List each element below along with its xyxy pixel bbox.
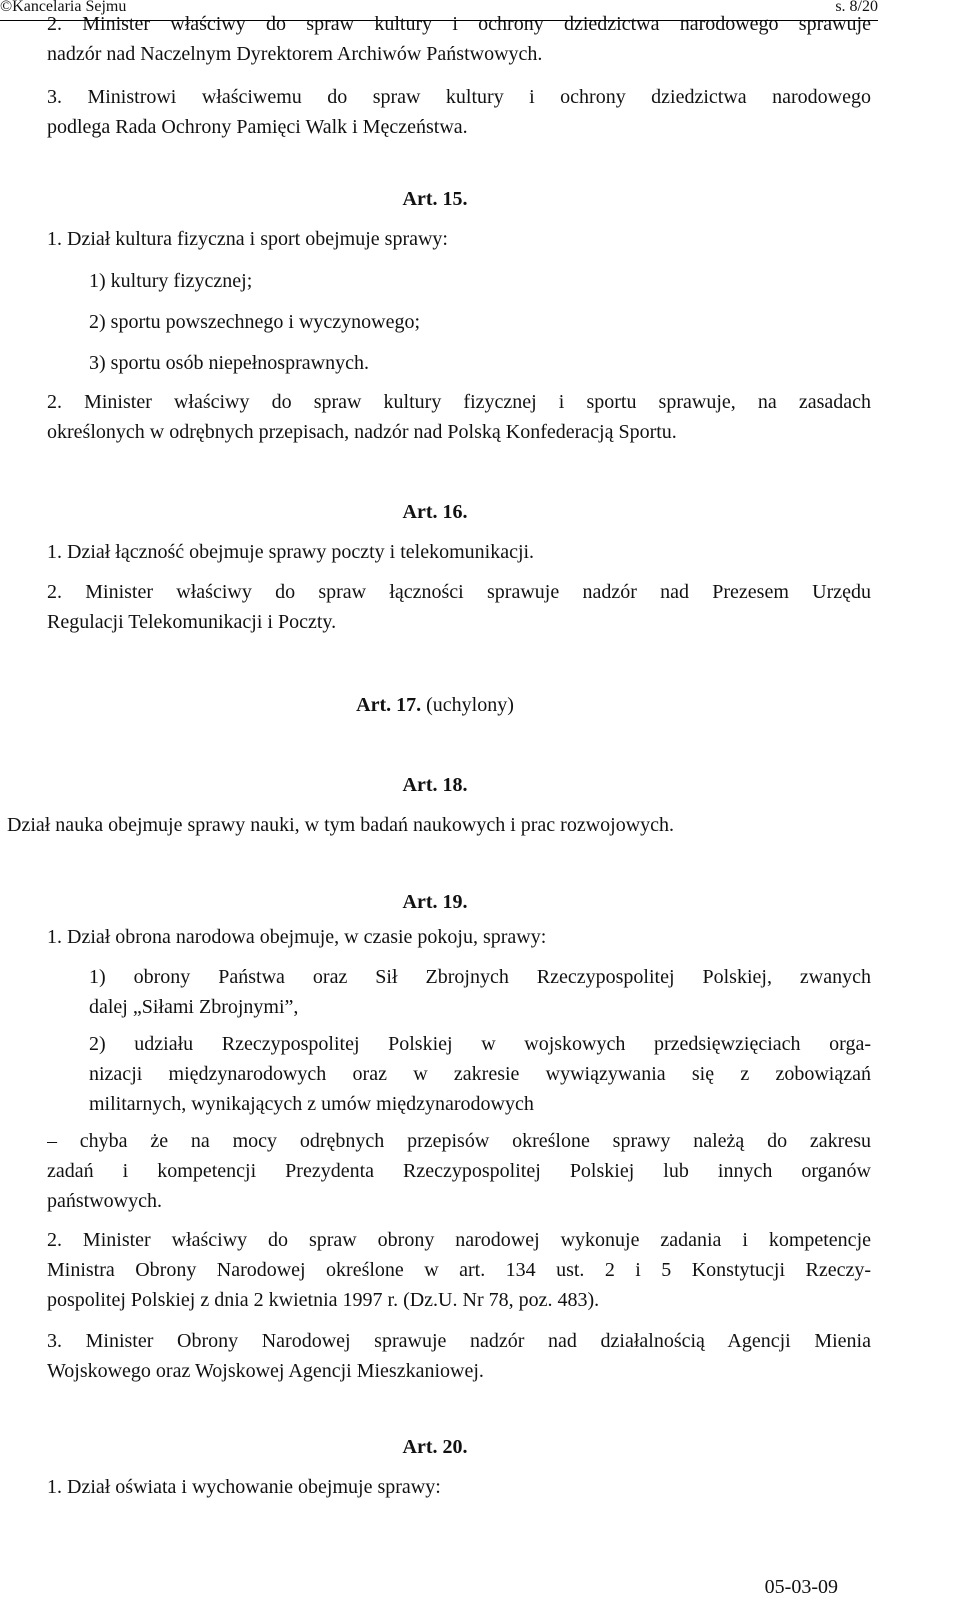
text-line: 2) udziału Rzeczypospolitej Polskiej w wojskowych przedsięwzięciach orga- [89, 1033, 871, 1055]
text-line: 3. Minister Obrony Narodowej sprawuje nadzór nad działalnością Agencji Mienia [47, 1330, 871, 1352]
header-page-number: s. 8/20 [835, 0, 878, 15]
text-line: militarnych, wynikających z umów międzynarodowych [89, 1093, 534, 1115]
footer-date: 05-03-09 [764, 1576, 838, 1598]
text-line: 3) sportu osób niepełnosprawnych. [89, 352, 369, 374]
text-line: pospolitej Polskiej z dnia 2 kwietnia 1997 r. (Dz.U. Nr 78, poz. 483). [47, 1289, 600, 1311]
article-heading [0, 1432, 870, 1462]
text-line: Ministra Obrony Narodowej określone w art. 134 ust. 2 i 5 Konstytucji Rzeczy- [47, 1259, 871, 1281]
article-number: Art. 16. [402, 501, 468, 523]
text-line: 1. Dział obrona narodowa obejmuje, w czasie pokoju, sprawy: [47, 926, 547, 948]
text-line: określonych w odrębnych przepisach, nadzór nad Polską Konfederacją Sportu. [47, 421, 677, 443]
text-line: nizacji międzynarodowych oraz w zakresie wywiązywania się z zobowiązań [89, 1063, 871, 1085]
text-line: Dział nauka obejmuje sprawy nauki, w tym badań naukowych i prac rozwojowych. [7, 814, 675, 836]
text-line: 1. Dział łączność obejmuje sprawy poczty i telekomunikacji. [47, 541, 535, 563]
text-line: podlega Rada Ochrony Pamięci Walk i Męczeństwa. [47, 116, 468, 138]
text-line: 1) obrony Państwa oraz Sił Zbrojnych Rzeczypospolitej Polskiej, zwanych [89, 966, 871, 988]
article-heading [0, 497, 870, 527]
text-line: 2. Minister właściwy do spraw kultury fizycznej i sportu sprawuje, na zasadach [47, 391, 871, 413]
article-heading [0, 690, 870, 720]
article-heading [0, 887, 870, 917]
text-line: 1. Dział oświata i wychowanie obejmuje sprawy: [47, 1476, 441, 1498]
article-number: Art. 20. [402, 1436, 468, 1458]
text-line: 2. Minister właściwy do spraw łączności sprawuje nadzór nad Prezesem Urzędu [47, 581, 871, 603]
text-line: zadań i kompetencji Prezydenta Rzeczypospolitej Polskiej lub innych organów [47, 1160, 871, 1182]
article-number: Art. 18. [402, 774, 468, 796]
text-line: Wojskowego oraz Wojskowej Agencji Mieszkaniowej. [47, 1360, 484, 1382]
article-number: Art. 17. [356, 694, 422, 716]
text-line: Regulacji Telekomunikacji i Poczty. [47, 611, 337, 633]
text-line: 2) sportu powszechnego i wyczynowego; [89, 311, 421, 333]
text-line: 3. Ministrowi właściwemu do spraw kultury i ochrony dziedzictwa narodowego [47, 86, 871, 108]
header-source: ©Kancelaria Sejmu [0, 0, 127, 15]
article-heading [0, 184, 870, 214]
text-line: państwowych. [47, 1190, 162, 1212]
text-line: dalej „Siłami Zbrojnymi”, [89, 996, 299, 1018]
article-number: Art. 19. [402, 891, 468, 913]
article-heading [0, 770, 870, 800]
text-line: – chyba że na mocy odrębnych przepisów określone sprawy należą do zakresu [47, 1130, 871, 1152]
text-line: 2. Minister właściwy do spraw kultury i ochrony dziedzictwa narodowego sprawuje [47, 13, 871, 35]
text-line: nadzór nad Naczelnym Dyrektorem Archiwów Państwowych. [47, 43, 543, 65]
text-line: 2. Minister właściwy do spraw obrony narodowej wykonuje zadania i kompetencje [47, 1229, 871, 1251]
article-number: Art. 15. [402, 188, 468, 210]
article-status: (uchylony) [421, 694, 514, 716]
text-line: 1. Dział kultura fizyczna i sport obejmuje sprawy: [47, 228, 448, 250]
text-line: 1) kultury fizycznej; [89, 270, 253, 292]
